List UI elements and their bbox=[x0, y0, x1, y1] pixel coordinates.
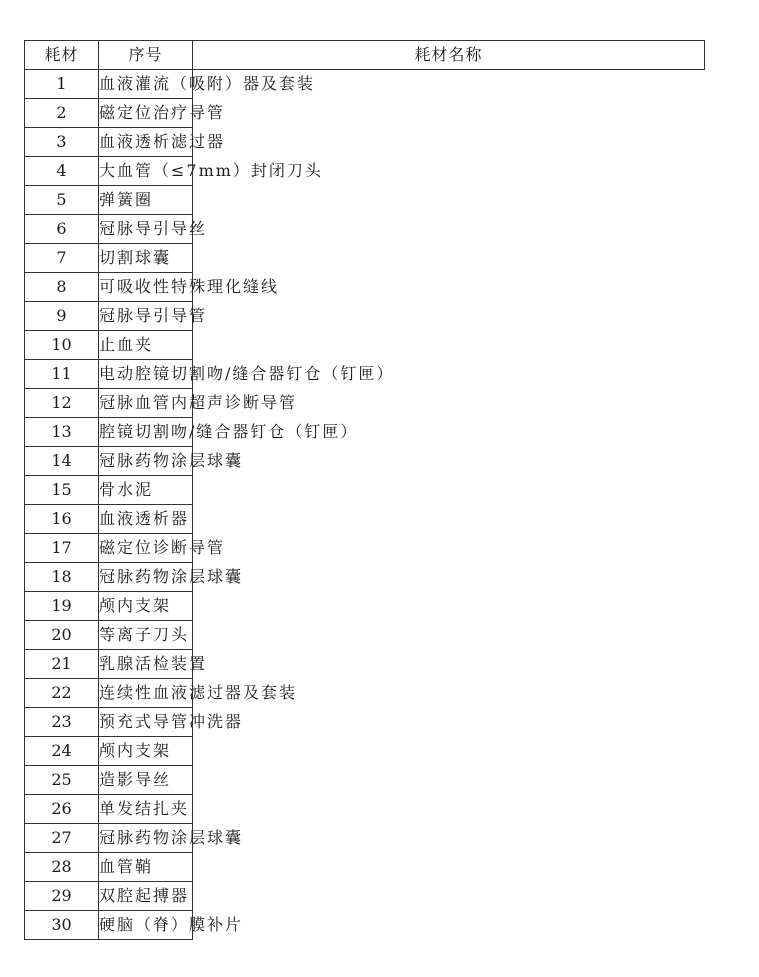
table-row bbox=[25, 766, 705, 795]
item-name: 预充式导管冲洗器 bbox=[99, 708, 193, 737]
table-row bbox=[25, 592, 705, 621]
table-row bbox=[25, 679, 705, 708]
item-name: 止血夹 bbox=[99, 331, 193, 360]
row-number: 9 bbox=[25, 302, 99, 331]
table-row bbox=[25, 331, 705, 360]
row-number: 26 bbox=[25, 795, 99, 824]
item-name: 颅内支架 bbox=[99, 737, 193, 766]
table-row bbox=[25, 70, 705, 99]
table-row bbox=[25, 708, 705, 737]
row-number: 22 bbox=[25, 679, 99, 708]
item-name: 颅内支架 bbox=[99, 592, 193, 621]
item-name: 硬脑（脊）膜补片 bbox=[99, 911, 193, 940]
row-number: 3 bbox=[25, 128, 99, 157]
row-number: 16 bbox=[25, 505, 99, 534]
item-name: 血液透析器 bbox=[99, 505, 193, 534]
table-row bbox=[25, 418, 705, 447]
table-row bbox=[25, 99, 705, 128]
item-name: 磁定位诊断导管 bbox=[99, 534, 193, 563]
table-row bbox=[25, 273, 705, 302]
item-name: 电动腔镜切割吻/缝合器钉仓（钉匣） bbox=[99, 360, 193, 389]
table-row bbox=[25, 505, 705, 534]
header-row bbox=[25, 41, 705, 70]
table-row bbox=[25, 389, 705, 418]
row-number: 5 bbox=[25, 186, 99, 215]
item-name: 等离子刀头 bbox=[99, 621, 193, 650]
row-number: 2 bbox=[25, 99, 99, 128]
item-name: 冠脉导引导管 bbox=[99, 302, 193, 331]
table-row bbox=[25, 302, 705, 331]
table-row bbox=[25, 186, 705, 215]
table-row bbox=[25, 476, 705, 505]
item-name: 连续性血液滤过器及套装 bbox=[99, 679, 193, 708]
table-row bbox=[25, 534, 705, 563]
item-name: 冠脉药物涂层球囊 bbox=[99, 563, 193, 592]
row-number: 23 bbox=[25, 708, 99, 737]
row-number: 11 bbox=[25, 360, 99, 389]
item-name: 冠脉药物涂层球囊 bbox=[99, 447, 193, 476]
item-name: 切割球囊 bbox=[99, 244, 193, 273]
item-name: 血液灌流（吸附）器及套装 bbox=[99, 70, 193, 99]
category-label: 耗材 bbox=[44, 45, 79, 64]
item-name: 冠脉血管内超声诊断导管 bbox=[99, 389, 193, 418]
row-number: 6 bbox=[25, 215, 99, 244]
row-number: 15 bbox=[25, 476, 99, 505]
item-name: 乳腺活检装置 bbox=[99, 650, 193, 679]
row-number: 19 bbox=[25, 592, 99, 621]
table-row bbox=[25, 882, 705, 911]
row-number: 13 bbox=[25, 418, 99, 447]
table-row bbox=[25, 795, 705, 824]
item-name: 弹簧圈 bbox=[99, 186, 193, 215]
row-number: 30 bbox=[25, 911, 99, 940]
table-row bbox=[25, 737, 705, 766]
row-number: 14 bbox=[25, 447, 99, 476]
row-number: 27 bbox=[25, 824, 99, 853]
row-number: 18 bbox=[25, 563, 99, 592]
table-row bbox=[25, 215, 705, 244]
column-header-name: 耗材名称 bbox=[193, 41, 705, 70]
item-name: 血管鞘 bbox=[99, 853, 193, 882]
item-name: 血液透析滤过器 bbox=[99, 128, 193, 157]
table-row bbox=[25, 128, 705, 157]
row-number: 1 bbox=[25, 70, 99, 99]
table-row bbox=[25, 621, 705, 650]
table-row bbox=[25, 157, 705, 186]
table-row bbox=[25, 563, 705, 592]
table-row bbox=[25, 853, 705, 882]
category-cell bbox=[25, 41, 99, 70]
row-number: 17 bbox=[25, 534, 99, 563]
row-number: 21 bbox=[25, 650, 99, 679]
row-number: 24 bbox=[25, 737, 99, 766]
row-number: 4 bbox=[25, 157, 99, 186]
row-number: 7 bbox=[25, 244, 99, 273]
item-name: 单发结扎夹 bbox=[99, 795, 193, 824]
row-number: 29 bbox=[25, 882, 99, 911]
table-row bbox=[25, 911, 705, 940]
table-row bbox=[25, 447, 705, 476]
item-name: 可吸收性特殊理化缝线 bbox=[99, 273, 193, 302]
row-number: 8 bbox=[25, 273, 99, 302]
table-row bbox=[25, 360, 705, 389]
item-name: 腔镜切割吻/缝合器钉仓（钉匣） bbox=[99, 418, 193, 447]
row-number: 10 bbox=[25, 331, 99, 360]
item-name: 冠脉导引导丝 bbox=[99, 215, 193, 244]
row-number: 12 bbox=[25, 389, 99, 418]
table-row bbox=[25, 824, 705, 853]
item-name: 双腔起搏器 bbox=[99, 882, 193, 911]
item-name: 冠脉药物涂层球囊 bbox=[99, 824, 193, 853]
item-name: 造影导丝 bbox=[99, 766, 193, 795]
row-number: 28 bbox=[25, 853, 99, 882]
row-number: 25 bbox=[25, 766, 99, 795]
column-header-number: 序号 bbox=[99, 41, 193, 70]
table-row bbox=[25, 650, 705, 679]
item-name: 骨水泥 bbox=[99, 476, 193, 505]
item-name: 磁定位治疗导管 bbox=[99, 99, 193, 128]
row-number: 20 bbox=[25, 621, 99, 650]
item-name: 大血管（≤7mm）封闭刀头 bbox=[99, 157, 193, 186]
consumables-table bbox=[24, 40, 705, 940]
table-row bbox=[25, 244, 705, 273]
